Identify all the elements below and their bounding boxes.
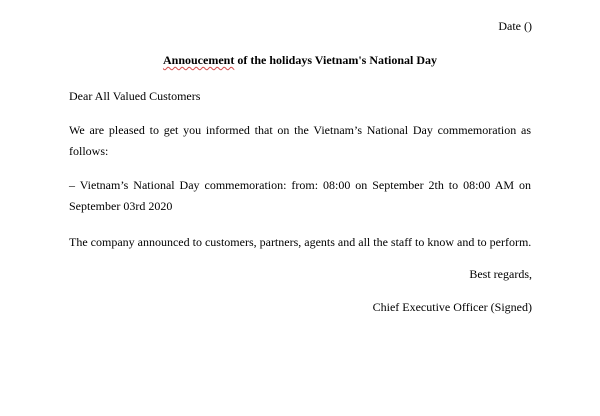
closing-regards: Best regards, — [469, 267, 532, 281]
title-rest: of the holidays Vietnam's National Day — [234, 53, 438, 67]
announcement-title — [0, 53, 600, 67]
title-misspelled-word: Annoucement — [162, 53, 235, 67]
date-label: Date () — [498, 19, 532, 33]
paragraph-intro: We are pleased to get you informed that on the Vietnam’s National Day commemoration as follows: — [69, 123, 531, 158]
paragraph-holiday-schedule: – Vietnam’s National Day commemoration: from: 08:00 on September 2th to 08:00 AM on September 03rd 2020 — [69, 178, 531, 213]
signature-line: Chief Executive Officer (Signed) — [372, 300, 532, 314]
paragraph-announcement: The company announced to customers, partners, agents and all the staff to know and to perform. — [69, 235, 532, 249]
greeting: Dear All Valued Customers — [69, 89, 201, 103]
